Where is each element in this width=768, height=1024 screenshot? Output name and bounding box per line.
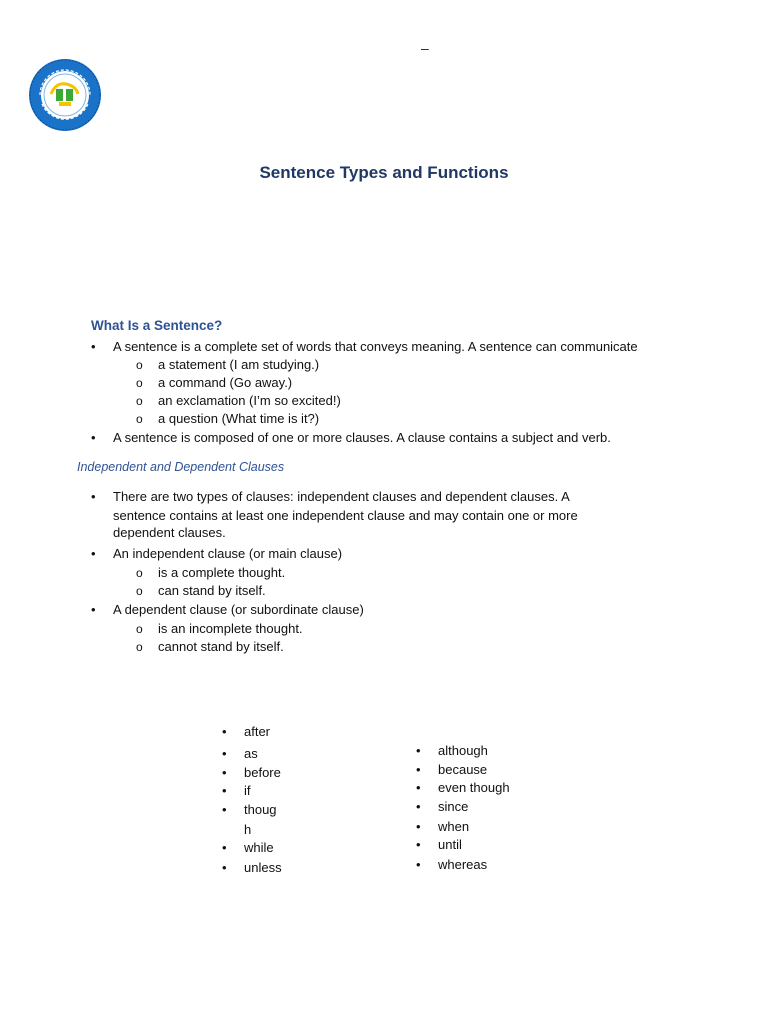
list-item: o a question (What time is it?)	[158, 410, 319, 428]
header-dash: –	[421, 40, 429, 56]
word-list-item: • if	[244, 782, 251, 800]
word-list-item: • unless	[244, 859, 282, 877]
word-list-item: • because	[438, 761, 487, 779]
university-seal-icon	[28, 58, 102, 132]
list-item: o a command (Go away.)	[158, 374, 292, 392]
list-item: • A dependent clause (or subordinate clause)	[113, 601, 364, 619]
word-list-item: • since	[438, 798, 468, 816]
word-list-item: • after	[244, 723, 270, 741]
word-list-item: • when	[438, 818, 469, 836]
word-list-item: • before	[244, 764, 281, 782]
word-list-item: • whereas	[438, 856, 487, 874]
word-list-item: • while	[244, 839, 274, 857]
word-list-item: • even though	[438, 779, 510, 797]
university-logo	[28, 58, 102, 132]
section-heading-sentence: What Is a Sentence?	[91, 318, 223, 333]
word-list-item: • as	[244, 745, 258, 763]
list-item-continued: dependent clauses.	[113, 525, 226, 540]
list-item: • An independent clause (or main clause)	[113, 545, 342, 563]
list-item: • There are two types of clauses: independent clauses and dependent clauses. A	[113, 488, 570, 506]
list-item-continued: sentence contains at least one independent clause and may contain one or more	[113, 508, 578, 523]
page-title: Sentence Types and Functions	[259, 163, 509, 182]
list-item: o an exclamation (I’m so excited!)	[158, 392, 341, 410]
list-item: o a statement (I am studying.)	[158, 356, 319, 374]
word-list-item: • thoug	[244, 801, 277, 819]
list-item: o can stand by itself.	[158, 582, 266, 600]
list-item: • A sentence is a complete set of words that conveys meaning. A sentence can communicate	[113, 338, 638, 356]
word-list-item-continued: h	[244, 822, 252, 837]
list-item: o cannot stand by itself.	[158, 638, 284, 656]
word-list-item: • although	[438, 742, 488, 760]
list-item: o is an incomplete thought.	[158, 620, 303, 638]
list-item: • A sentence is composed of one or more clauses. A clause contains a subject and verb.	[113, 429, 611, 447]
word-list-item: • until	[438, 836, 462, 854]
section-heading-clauses: Independent and Dependent Clauses	[77, 460, 285, 474]
list-item: o is a complete thought.	[158, 564, 285, 582]
